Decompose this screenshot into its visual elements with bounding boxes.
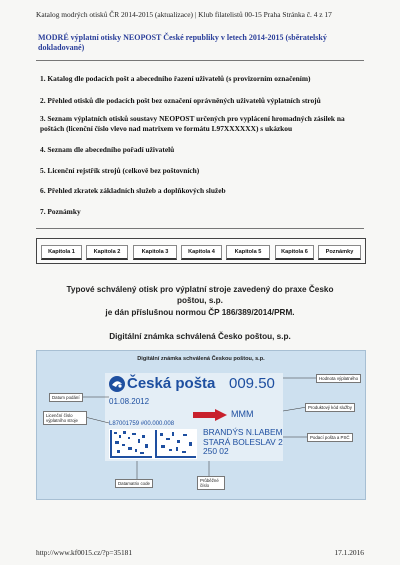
page-header: Katalog modrých otisků ČR 2014-2015 (aktualizace) | Klub filatelistů 00-15 Praha Stránka č. 4 z 17 — [36, 10, 332, 19]
stamp-brand: Česká pošta — [127, 375, 216, 392]
tab-poznamky[interactable]: Poznámky — [318, 245, 361, 260]
section-line-1: Typové schválený otisk pro výplatní stroje zavedený do praxe Česko — [66, 285, 334, 294]
stamp-product-code: MMM — [231, 409, 254, 419]
stamp-address-line-3: 250 02 — [203, 446, 229, 456]
section-line-2: poštou, s.p. — [177, 296, 223, 305]
footer-url[interactable]: http://www.kf0015.cz/?p=35181 — [36, 548, 133, 557]
label-datum: Datum podání — [49, 393, 83, 402]
tab-kapitola-1[interactable]: Kapitola 1 — [41, 245, 82, 260]
document-title: MODRÉ výplatní otisky NEOPOST České republiky v letech 2014-2015 (sběratelský dokladované) — [38, 33, 327, 52]
chapter-tab-bar — [36, 238, 366, 264]
tab-kapitola-5[interactable]: Kapitola 5 — [226, 245, 270, 260]
stamp-panel-title: Digitální známka schválená Českou poštou, s.p. — [137, 356, 265, 362]
stamp-date: 01.08.2012 — [109, 397, 150, 406]
toc-item-7[interactable]: 7. Poznámky — [40, 207, 81, 216]
label-licencni-cislo: Licenční číslo výplatního stroje — [43, 411, 87, 425]
toc-item-1[interactable]: 1. Katalog dle podacích pošt a abecedního řazení uživatelů (s provizorním označením) — [40, 74, 311, 83]
tab-kapitola-2[interactable]: Kapitola 2 — [86, 245, 128, 260]
toc-item-6[interactable]: 6. Přehled zkratek základních služeb a doplňkových služeb — [40, 186, 226, 195]
label-prubezne-cislo: Průběžné číslo — [197, 476, 225, 490]
stamp-address-line-1: BRANDÝS N.LABEM — [203, 427, 283, 437]
footer-date: 17.1.2016 — [334, 548, 364, 557]
toc-divider — [36, 228, 364, 229]
label-datamatrix: Datamatrix code — [115, 479, 153, 488]
label-produkt: Produktový kód služby — [305, 403, 355, 412]
label-hodnota: Hodnota výplatného — [316, 374, 361, 383]
toc-item-2[interactable]: 2. Přehled otisků dle podacích pošt bez označení oprávněných uživatelů výplatních strojů — [40, 96, 321, 105]
stamp-licence-number: L87001759 #00.000.008 — [109, 421, 175, 427]
tab-kapitola-3[interactable]: Kapitola 3 — [133, 245, 177, 260]
stamp-address-line-2: STARÁ BOLESLAV 2 — [203, 436, 283, 447]
tab-kapitola-6[interactable]: Kapitola 6 — [275, 245, 314, 260]
stamp-value: 009.50 — [229, 375, 275, 392]
toc-item-4[interactable]: 4. Seznam dle abecedního pořadí uživatelů — [40, 145, 175, 154]
label-posta: Podací pošta a PSČ — [307, 433, 353, 442]
section-subhead: Digitální známka schválená Česko poštou, s.p. — [109, 332, 291, 341]
title-divider — [36, 60, 364, 61]
toc-item-5[interactable]: 5. Licenční rejstřík strojů (celkově bez poštovních) — [40, 166, 200, 175]
section-line-3: je dán příslušnou normou ČP 186/389/2014/PRM. — [105, 308, 295, 317]
tab-kapitola-4[interactable]: Kapitola 4 — [181, 245, 222, 260]
toc-item-3[interactable]: 3. Seznam výplatních otisků soustavy NEOPOST určených pro vyplácení hromadných zásilek na poštách (licenční číslo vlevo nad matrixem ve formátu L97XXXXXX) s ukázkou — [40, 114, 345, 133]
digital-stamp-panel — [36, 350, 366, 500]
